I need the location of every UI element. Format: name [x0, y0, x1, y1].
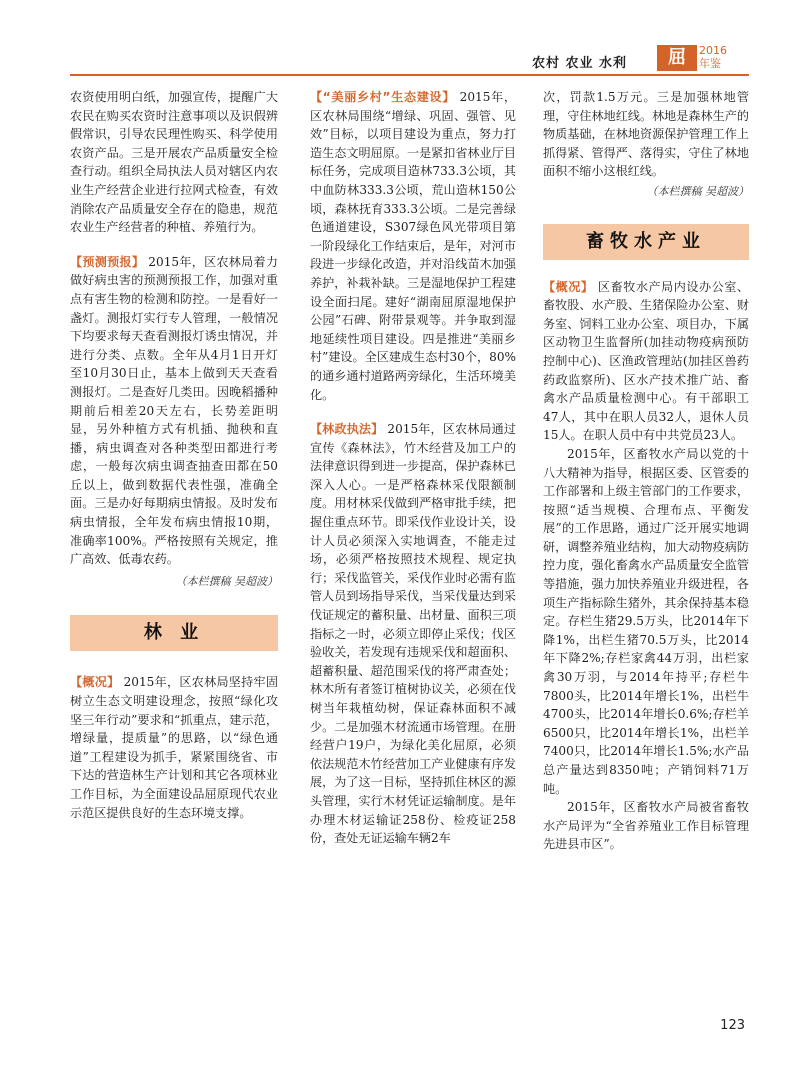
paragraph — [543, 278, 749, 445]
section-heading-forestry: 林 业 — [70, 615, 278, 651]
page-number: 123 — [720, 1018, 745, 1033]
section-tag: 【预测预报】 — [70, 254, 145, 269]
paragraph — [70, 253, 278, 569]
paragraph: 次，罚款1.5万元。三是加强林地管理，守住林地红线。林地是森林生产的物质基础，在林地资源保护管理工作上抓得紧、管得严、落得实，守住了林地面积不缩小这根红线。 — [543, 90, 749, 179]
author-credit: （本栏撰稿 吴超波） — [646, 184, 749, 198]
running-header — [70, 42, 749, 76]
paragraph-text: 2015年，区农林局围绕“增绿、巩固、强管、见效”目标，以项目建设为重点，努力打造生态文明屈原。一是紧扣省林业厅目标任务，完成项目造林733.3公顷，其中血防林333.3公顷，荒山造林150公顷，森林抚育333.3公顷。二是完善绿色通道建设，S307绿色风光带项目第一阶段绿化工作结束后，是年，对河市段进一步绿化改造，并对沿线苗木加强养护，补栽补缺。三是湿地保护工程建设全面扫尾。建好“湖南屈原湿地保护公园”石碑、附带景观等。并争取到湿地延续性项目建设。四是推进“美丽乡村”建设。全区建成生态村30个，80%的通乡通村道路两旁绿化，生活环境美化。 — [310, 90, 516, 402]
year-number: 2016 — [699, 44, 727, 57]
column-middle — [310, 88, 516, 848]
section-title: 农村 农业 水利 — [531, 56, 627, 71]
paragraph: 2015年，区畜牧水产局以党的十八大精神为指导，根据区委、区管委的工作部署和上级主管部门的工作要求，按照“适当规模、合理布点、平衡发展”的工作思路，通过广泛开展实地调研，调整养殖业结构，加大动物疫病防控力度，强化畜禽水产品质量安全监管等措施，强力加快养殖业升级进程，各项生产指标除生猪外，其余保持基本稳定。存栏生猪29.5万头，比2014年下降1%，出栏生猪70.5万头，比2014年下降2%;存栏家禽44万羽，出栏家禽30万羽，与2014年持平;存栏牛7800头，比2014年增长1%，出栏牛4700头，比2014年增长0.6%;存栏羊6500只，比2014年增长1%，出栏羊7400只，比2014年增长1.5%;水产品总产量达到8350吨；产销饲料71万吨。 — [543, 446, 749, 796]
author-credit: （本栏撰稿 吴超波） — [175, 574, 278, 588]
column-right — [543, 88, 749, 854]
paragraph — [310, 88, 516, 404]
section-tag: 【林政执法】 — [310, 422, 384, 437]
section-heading-livestock: 畜牧水产业 — [543, 224, 749, 260]
section-tag: 【“美丽乡村”生态建设】 — [310, 90, 456, 104]
paragraph — [70, 673, 278, 822]
paragraph-text: 2015年，区农林局通过宣传《森林法》，竹木经营及加工户的法律意识得到进一步提高，保护森林已深入人心。一是严格森林采伐限额制度。用材林采伐做到严格审批手续，把握住重点环节。即采伐作业设计关，设计人员必须深入实地调查，不能走过场，必须严格按照技术规程、规定执行；采伐监管关，采伐作业时必需有监管人员到场指导采伐，当采伐量达到采伐证规定的蓄积量、出材量、面积三项指标之一时，必须立即停止采伐；伐区验收关，若发现有违规采伐和超面积、超蓄积量、超范围采伐的将严肃查处；林木所有者签订植树协议关，必须在伐树当年栽植幼树，保证森林面积不减少。二是加强木材流通市场管理。在册经营户19户，为绿化美化屈原，必须依法规范木竹经营加工产业健康有序发展，为了这一目标，坚持抓住林区的源头管理，实行木材凭证运输制度。是年办理木材运输证258份、检疫证258份，查处无证运输车辆2车 — [310, 422, 516, 846]
section-tag: 【概况】 — [543, 279, 594, 294]
paragraph: 2015年，区畜牧水产局被省畜牧水产局评为“全省养殖业工作目标管理先进县市区”。 — [543, 800, 749, 852]
paragraph-text: 2015年，区农林局坚持牢固树立生态文明建设理念，按照“绿化攻坚三年行动”要求和“抓重点，建示范，增绿量，提质量”的思路，以“绿色通道”工程建设为抓手，紧紧围绕省、市下达的营造林生产计划和其它各项林业工作目标，为全面建设品屈原现代农业示范区提供良好的生态环境支撑。 — [70, 675, 278, 820]
paragraph — [310, 420, 516, 848]
yearbook-label: 年鉴 — [699, 57, 721, 70]
yearbook-logo: 屈 — [657, 45, 697, 71]
section-tag: 【概况】 — [70, 675, 120, 690]
paragraph: 农资使用明白纸，加强宣传，提醒广大农民在购买农资时注意事项以及识假辨假常识，引导农民理性购买、科学使用农资产品。三是开展农产品质量安全检查行动。组织全局执法人员对辖区内农业生产经营企业进行拉网式检查，有效消除农产品质量安全存在的隐患，规范农业生产经营者的种植、养殖行为。 — [70, 90, 278, 235]
paragraph-text: 2015年，区农林局着力做好病虫害的预测预报工作，加强对重点有害生物的检测和防控。一是看好一盏灯。测报灯实行专人管理，一般情况下均要求每天查看测报灯诱虫情况，并进行分类、点数。全年从4月1日开灯至10月30日止，基本上做到天天查看测报灯。二是查好几类田。因晚稻播种期前后相差20天左右，长势差距明显，另外种植方式有机插、抛秧和直播，病虫调查对各种类型田都进行考虑，一般每次病虫调查抽查田都在50丘以上，做到数据代表性强，准确全面。三是办好每期病虫情报。及时发布病虫情报，全年发布病虫情报10期，准确率100%。严格按照有关规定，推广高效、低毒农药。 — [70, 254, 278, 567]
paragraph-text: 区畜牧水产局内设办公室、畜牧股、水产股、生猪保险办公室、财务室、饲料工业办公室、项目办，下属区动物卫生监督所(加挂动物疫病预防控制中心)、区渔政管理站(加挂区兽药药政监察所)、区水产技术推广站、畜禽水产品质量检测中心。有干部职工47人，其中在职人员32人，退休人员15人。在职人员中有中共党员23人。 — [543, 279, 749, 443]
column-left — [70, 88, 278, 822]
yearbook-year — [699, 44, 749, 70]
